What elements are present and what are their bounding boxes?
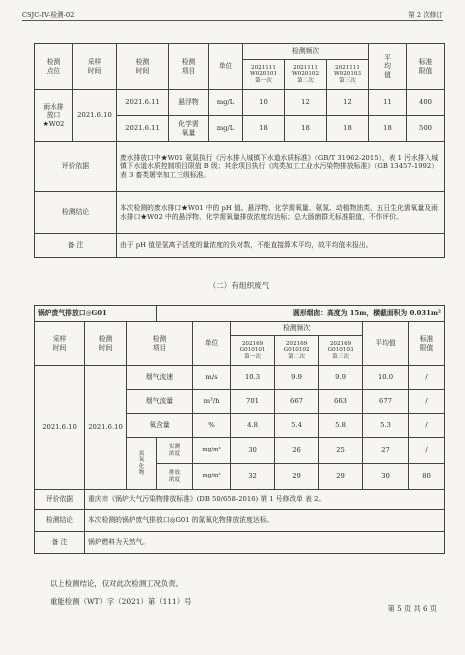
head-c1: 202169 G010101 第一次 bbox=[231, 336, 275, 366]
head-item: 检测 项目 bbox=[127, 322, 193, 366]
limit: 400 bbox=[407, 90, 445, 116]
limit: 80 bbox=[409, 464, 445, 490]
remark-label: 备 注 bbox=[35, 234, 117, 258]
head-limit: 标准 限值 bbox=[409, 322, 445, 366]
basis-label: 评价依据 bbox=[35, 490, 85, 510]
head-avg: 平 均 值 bbox=[369, 44, 407, 90]
section-title: （二）有组织废气 bbox=[208, 281, 270, 290]
limit: / bbox=[409, 390, 445, 414]
head-point: 检测 点位 bbox=[35, 44, 73, 90]
exhaust-table bbox=[34, 305, 445, 554]
head-c3: 202169 G010103 第三次 bbox=[319, 336, 363, 366]
basis-text: 废水排放口中★W01 氨氮执行《污水排入城镇下水道水质标准》（GB/T 31962-2015），表 1 污水排入城镇下水道水质控制项目限值 B 级；其余项目执行《肉类加工工业水污染物排放标准》（GB 13457-1992） 表 3 畜类屠宰加工三级标准。 bbox=[117, 142, 445, 192]
remark-text: 由于 pH 值是氢离子活度的量浓度的负对数，不能直接算术平均，故平均值未报出。 bbox=[117, 234, 445, 258]
value: 663 bbox=[319, 390, 363, 414]
unit: m/s bbox=[193, 366, 231, 390]
doc-id: CSJC-IV-检测-02 bbox=[22, 11, 75, 19]
head-freq: 检测频次 bbox=[243, 44, 369, 60]
avg: 10.0 bbox=[363, 366, 409, 390]
sample-date: 2021.6.10 bbox=[73, 90, 117, 142]
avg: 5.3 bbox=[363, 414, 409, 438]
value: 30 bbox=[231, 438, 275, 464]
remark-text: 锅炉燃料为天然气。 bbox=[85, 532, 445, 554]
value: 18 bbox=[327, 116, 369, 142]
test-date: 2021.6.11 bbox=[117, 90, 169, 116]
value: 10 bbox=[243, 90, 285, 116]
value: 26 bbox=[275, 438, 319, 464]
value: 12 bbox=[327, 90, 369, 116]
test-date: 2021.6.11 bbox=[117, 116, 169, 142]
value: 18 bbox=[285, 116, 327, 142]
unit: mg/m³ bbox=[193, 464, 231, 490]
head-avg: 平均值 bbox=[363, 322, 409, 366]
value: 29 bbox=[319, 464, 363, 490]
head-sample-time: 采样 时间 bbox=[35, 322, 85, 366]
value: 32 bbox=[231, 464, 275, 490]
conclusion-text: 本次检测的废水排口★W01 中的 pH 值、悬浮物、化学需氧量、氨氮、动植物油类、五日生化需氧量及雨水排口★W02 中的悬浮物、化学需氧量排放浓度均达标；总大肠菌群无标准限值，不作评价。 bbox=[117, 192, 445, 234]
header-rule bbox=[22, 20, 443, 21]
unit: mg/L bbox=[209, 90, 243, 116]
value: 10.3 bbox=[231, 366, 275, 390]
conclusion-label: 检测结论 bbox=[35, 510, 85, 532]
point-cell: 雨水排 放口 ★W02 bbox=[35, 90, 73, 142]
table-row bbox=[35, 90, 445, 116]
value: 12 bbox=[285, 90, 327, 116]
item: 氧含量 bbox=[127, 414, 193, 438]
item: 悬浮物 bbox=[169, 90, 209, 116]
head-unit: 单位 bbox=[193, 322, 231, 366]
value: 29 bbox=[275, 464, 319, 490]
value: 9.9 bbox=[319, 366, 363, 390]
value: 5.8 bbox=[319, 414, 363, 438]
limit: / bbox=[409, 366, 445, 390]
item: 化学需 氧量 bbox=[169, 116, 209, 142]
value: 18 bbox=[243, 116, 285, 142]
revision: 第 2 次修订 bbox=[408, 11, 443, 19]
report-number: 重能检测（WT）字（2021）第（111）号 bbox=[50, 597, 192, 606]
head-item: 检测 项目 bbox=[169, 44, 209, 90]
head-c2: 202169 G010102 第二次 bbox=[275, 336, 319, 366]
head-unit: 单位 bbox=[209, 44, 243, 90]
source-name: 锅炉废气排放口◎G01 bbox=[35, 306, 157, 322]
head-sample-time: 采样 时间 bbox=[73, 44, 117, 90]
value: 4.8 bbox=[231, 414, 275, 438]
remark-label: 备 注 bbox=[35, 532, 85, 554]
page-number: 第 5 页 共 6 页 bbox=[387, 604, 437, 613]
conclusion-text: 本次检测的锅炉废气排放口◎G01 的氮氧化物排放浓度达标。 bbox=[85, 510, 445, 532]
basis-label: 评价依据 bbox=[35, 142, 117, 192]
unit: m³/h bbox=[193, 390, 231, 414]
test-date: 2021.6.10 bbox=[85, 366, 127, 490]
outlet-spec: 圆形烟囱：高度为 15m，横截面积为 0.031m² bbox=[157, 306, 445, 322]
head-freq: 检测频次 bbox=[231, 322, 363, 336]
avg: 11 bbox=[369, 90, 407, 116]
unit: mg/m³ bbox=[193, 438, 231, 464]
value: 667 bbox=[275, 390, 319, 414]
avg: 27 bbox=[363, 438, 409, 464]
wastewater-table bbox=[34, 43, 445, 258]
head-c3: 2021111 W020103 第三次 bbox=[327, 60, 369, 90]
unit: % bbox=[193, 414, 231, 438]
basis-text: 重庆市《锅炉大气污染物排放标准》(DB 50/658-2016) 第 1 号修改单 表 2。 bbox=[85, 490, 445, 510]
value: 701 bbox=[231, 390, 275, 414]
conclusion-label: 检测结论 bbox=[35, 192, 117, 234]
nox-sub: 实测 浓度 bbox=[157, 438, 193, 464]
limit: / bbox=[409, 414, 445, 438]
avg: 677 bbox=[363, 390, 409, 414]
table-row bbox=[35, 366, 445, 390]
head-limit: 标准 限值 bbox=[407, 44, 445, 90]
head-c1: 2021111 W020101 第一次 bbox=[243, 60, 285, 90]
value: 5.4 bbox=[275, 414, 319, 438]
nox-label: 氮 氧 化 物 bbox=[127, 438, 157, 490]
value: 9.9 bbox=[275, 366, 319, 390]
avg: 30 bbox=[363, 464, 409, 490]
limit: / bbox=[409, 438, 445, 464]
sample-date: 2021.6.10 bbox=[35, 366, 85, 490]
footer-note: 以上检测结论，仅对此次检测工况负责。 bbox=[50, 579, 184, 588]
limit: 500 bbox=[407, 116, 445, 142]
item: 烟气流量 bbox=[127, 390, 193, 414]
value: 25 bbox=[319, 438, 363, 464]
unit: mg/L bbox=[209, 116, 243, 142]
head-test-time: 检测 时间 bbox=[117, 44, 169, 90]
avg: 18 bbox=[369, 116, 407, 142]
head-c2: 2021111 W020102 第二次 bbox=[285, 60, 327, 90]
head-test-time: 检测 时间 bbox=[85, 322, 127, 366]
item: 烟气流速 bbox=[127, 366, 193, 390]
nox-sub: 排放 浓度 bbox=[157, 464, 193, 490]
